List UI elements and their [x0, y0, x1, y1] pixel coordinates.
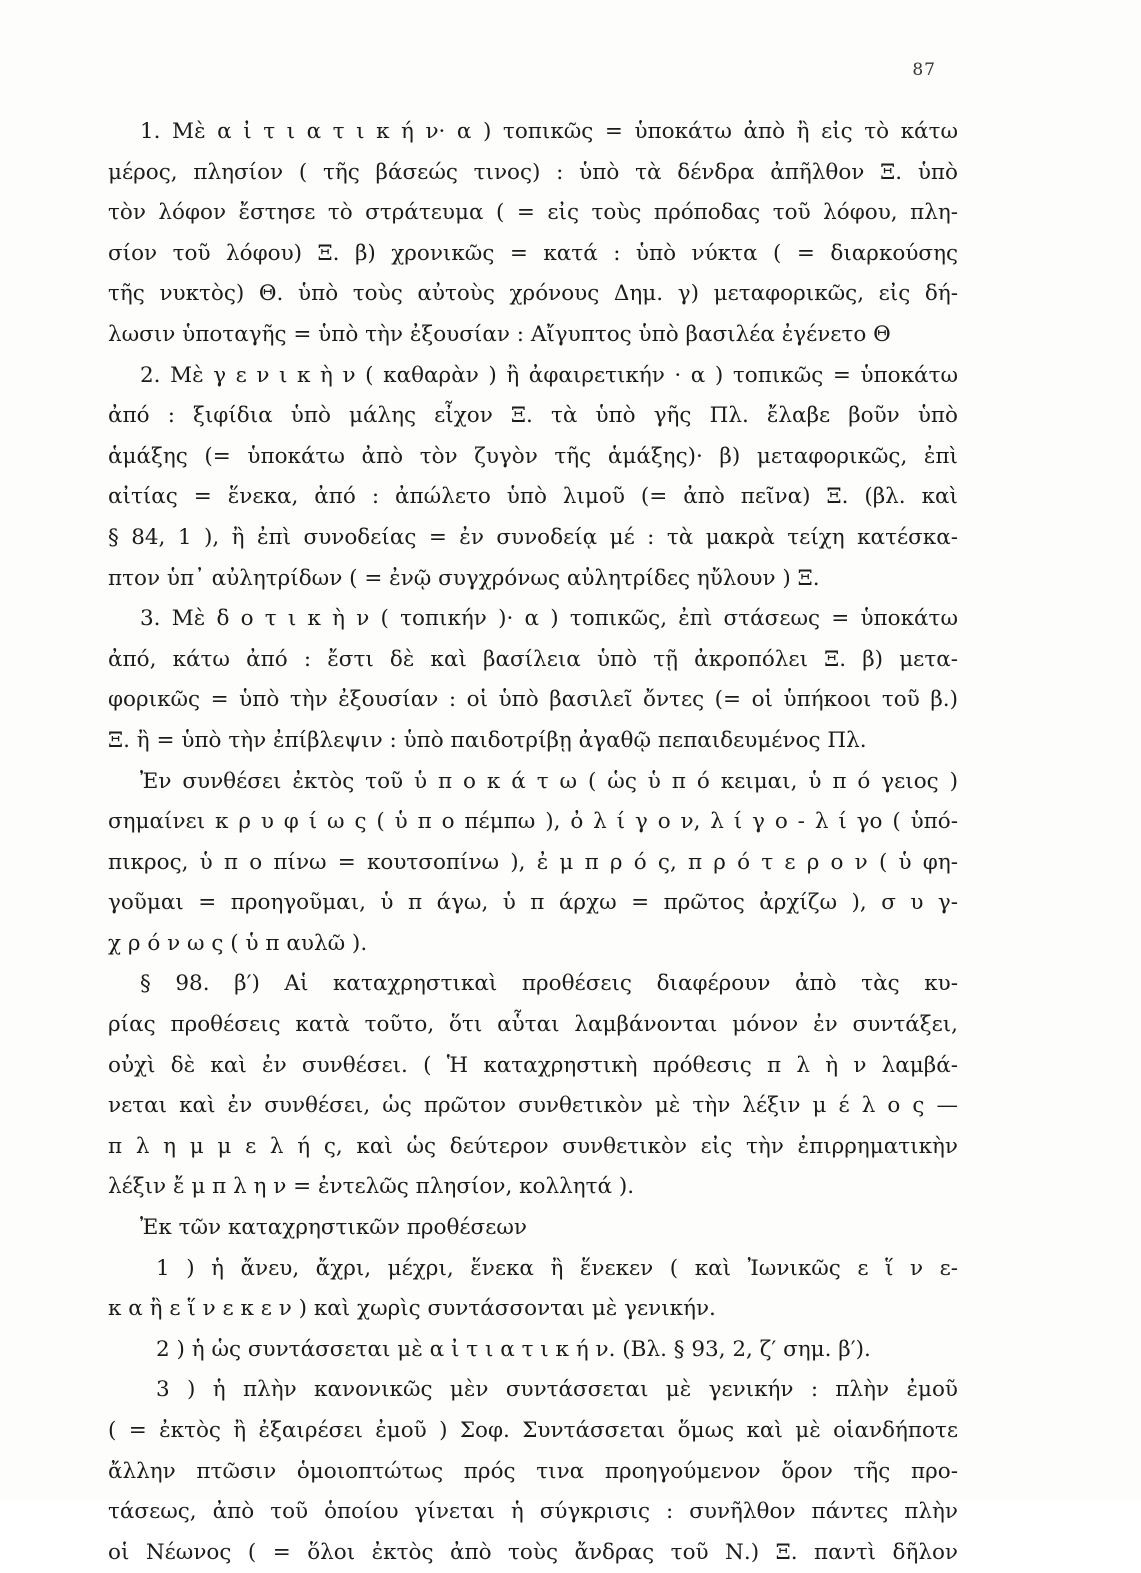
text-line: τὸν λόφον ἔστησε τὸ στράτευμα ( = εἰς τοὺς πρόποδας τοῦ λόφου, πλη-	[108, 200, 958, 226]
text-line: μέρος, πλησίον ( τῆς βάσεώς τινος) : ὑπὸ τὰ δένδρα ἀπῆλθον Ξ. ὑπὸ	[108, 159, 958, 185]
text-line: τῆς νυκτὸς) Θ. ὑπὸ τοὺς αὐτοὺς χρόνους Δημ. γ) μεταφορικῶς, εἰς δή-	[108, 281, 958, 307]
text-line: ἁμάξης (= ὑποκάτω ἀπὸ τὸν ζυγὸν τῆς ἁμάξης)· β) μεταφορικῶς, ἐπὶ	[108, 443, 958, 469]
text-line: 1 ) ἡ ἄνευ, ἄχρι, μέχρι, ἕνεκα ἢ ἕνεκεν ( καὶ Ἰωνικῶς ε ἵ ν ε-	[156, 1255, 958, 1281]
text-line: 3 ) ἡ πλὴν κανονικῶς μὲν συντάσσεται μὲ γενικήν : πλὴν ἐμοῦ	[156, 1377, 958, 1403]
text-line: 2 ) ἡ ὡς συντάσσεται μὲ α ἰ τ ι α τ ι κ ή ν. (Βλ. § 93, 2, ζ′ σημ. β′).	[156, 1336, 871, 1362]
text-line: ρίας προθέσεις κατὰ τοῦτο, ὅτι αὗται λαμβάνονται μόνον ἐν συντάξει,	[108, 1012, 958, 1038]
text-line: Ξ. ἢ = ὑπὸ τὴν ἐπίβλεψιν : ὑπὸ παιδοτρίβῃ ἀγαθῷ πεπαιδευμένος Πλ.	[108, 727, 867, 753]
text-line: Ἐκ τῶν καταχρηστικῶν προθέσεων	[140, 1215, 527, 1241]
text-line: ἄλλην πτῶσιν ὁμοιοπτώτως πρός τινα προηγούμενον ὅρον τῆς προ-	[108, 1458, 958, 1484]
text-line: τάσεως, ἀπὸ τοῦ ὁποίου γίνεται ἡ σύγκρισις : συνῆλθον πάντες πλὴν	[108, 1499, 958, 1525]
text-line: νεται καὶ ἐν συνθέσει, ὡς πρῶτον συνθετικὸν μὲ τὴν λέξιν μ έ λ ο ς —	[108, 1093, 958, 1119]
text-line: π λ η μ μ ε λ ή ς, καὶ ὡς δεύτερον συνθετικὸν εἰς τὴν ἐπιρρηματικὴν	[108, 1133, 958, 1159]
text-line: πτον ὑπ᾽ αὐλητρίδων ( = ἐνῷ συγχρόνως αὐλητρίδες ηὔλουν ) Ξ.	[108, 565, 820, 591]
text-line: 1. Μὲ α ἰ τ ι α τ ι κ ή ν· α ) τοπικῶς = ὑποκάτω ἀπὸ ἢ εἰς τὸ κάτω	[140, 119, 958, 144]
text-line: σημαίνει κ ρ υ φ ί ω ς ( ὑ π ο πέμπω ), ὀ λ ί γ ο ν, λ ί γ ο - λ ί γο ( ὑπό-	[108, 809, 958, 835]
text-line: λέξιν ἔ μ π λ η ν = ἐντελῶς πλησίον, κολλητά ).	[108, 1174, 635, 1200]
text-line: 2. Μὲ γ ε ν ι κ ὴ ν ( καθαρὰν ) ἢ ἀφαιρετικήν · α ) τοπικῶς = ὑποκάτω	[140, 362, 958, 388]
text-line: οὐχὶ δὲ καὶ ἐν συνθέσει. ( Ἡ καταχρηστικὴ πρόθεσις π λ ὴ ν λαμβά-	[108, 1052, 958, 1078]
text-line: Ἐν συνθέσει ἐκτὸς τοῦ ὑ π ο κ ά τ ω ( ὡς ὑ π ό κειμαι, ὑ π ό γειος )	[140, 768, 958, 794]
text-line: φορικῶς = ὑπὸ τὴν ἐξουσίαν : οἱ ὑπὸ βασιλεῖ ὄντες (= οἱ ὑπήκοοι τοῦ β.)	[108, 687, 958, 713]
text-line: αἰτίας = ἕνεκα, ἀπό : ἀπώλετο ὑπὸ λιμοῦ (= ἀπὸ πεῖνα) Ξ. (βλ. καὶ	[108, 484, 958, 510]
text-line: πικρος, ὑ π ο πίνω = κουτσοπίνω ), ἐ μ π ρ ό ς, π ρ ό τ ε ρ ο ν ( ὑ φη-	[108, 849, 958, 875]
body-text	[108, 112, 958, 1573]
text-line: § 84, 1 ), ἢ ἐπὶ συνοδείας = ἐν συνοδείᾳ μέ : τὰ μακρὰ τείχη κατέσκα-	[108, 524, 958, 550]
text-line: ἀπό : ξιφίδια ὑπὸ μάλης εἶχον Ξ. τὰ ὑπὸ γῆς Πλ. ἔλαβε βοῦν ὑπὸ	[108, 403, 958, 429]
text-line: σίον τοῦ λόφου) Ξ. β) χρονικῶς = κατά : ὑπὸ νύκτα ( = διαρκούσης	[108, 240, 958, 266]
text-line: οἱ Νέωνος ( = ὅλοι ἐκτὸς ἀπὸ τοὺς ἄνδρας τοῦ Ν.) Ξ. παντὶ δῆλον	[108, 1539, 958, 1565]
text-line: κ α ἢ ε ἵ ν ε κ ε ν ) καὶ χωρὶς συντάσσονται μὲ γενικήν.	[108, 1296, 716, 1322]
text-line: γοῦμαι = προηγοῦμαι, ὑ π άγω, ὑ π άρχω = πρῶτος ἀρχίζω ), σ υ γ-	[108, 890, 958, 916]
text-line: λωσιν ὑποταγῆς = ὑπὸ τὴν ἐξουσίαν : Αἴγυπτος ὑπὸ βασιλέα ἐγένετο Θ	[108, 321, 891, 347]
text-line: ( = ἐκτὸς ἢ ἐξαιρέσει ἐμοῦ ) Σοφ. Συντάσσεται ὅμως καὶ μὲ οἱανδήποτε	[108, 1418, 958, 1443]
text-line: 3. Μὲ δ ο τ ι κ ὴ ν ( τοπικήν )· α ) τοπικῶς, ἐπὶ στάσεως = ὑποκάτω	[140, 606, 958, 632]
text-line: ἀπό, κάτω ἀπό : ἔστι δὲ καὶ βασίλεια ὑπὸ τῇ ἀκροπόλει Ξ. β) μετα-	[108, 646, 958, 672]
page-number: 87	[912, 60, 936, 80]
text-line: § 98. β′) Αἱ καταχρηστικαὶ προθέσεις διαφέρουν ἀπὸ τὰς κυ-	[140, 971, 958, 997]
text-line: χ ρ ό ν ω ς ( ὑ π αυλῶ ).	[108, 930, 368, 956]
